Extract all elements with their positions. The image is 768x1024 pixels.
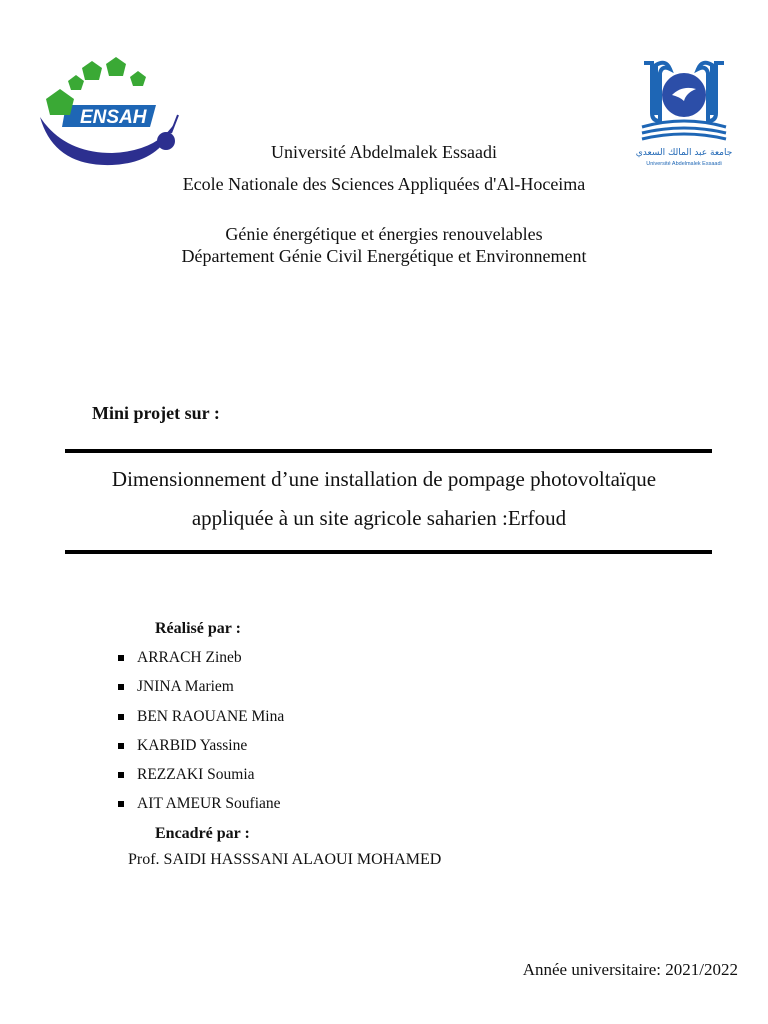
authors-label: Réalisé par : — [155, 620, 241, 637]
bullet-icon — [118, 772, 124, 778]
filiere-name: Génie énergétique et énergies renouvelables — [225, 224, 543, 244]
authors-list — [118, 648, 284, 824]
university-logo-arabic: جامعة عبد المالك السعدي — [636, 148, 732, 158]
list-item — [118, 677, 284, 706]
author-name: ARRACH Zineb — [137, 649, 242, 666]
school-name: Ecole Nationale des Sciences Appliquées d'Al-Hoceima — [182, 174, 586, 194]
bullet-icon — [118, 743, 124, 749]
project-title-line2: appliquée à un site agricole saharien :Erfoud — [191, 506, 567, 530]
project-intro: Mini projet sur : — [92, 403, 220, 423]
list-item — [118, 707, 284, 736]
project-title-line1: Dimensionnement d’une installation de pompage photovoltaïque — [111, 467, 657, 491]
supervisor-name: Prof. SAIDI HASSSANI ALAOUI MOHAMED — [128, 851, 442, 868]
list-item — [118, 765, 284, 794]
author-name: JNINA Mariem — [137, 678, 234, 696]
title-bottom-rule — [65, 550, 712, 554]
title-top-rule — [65, 449, 712, 453]
author-name: KARBID Yassine — [137, 736, 248, 754]
university-name: Université Abdelmalek Essaadi — [271, 142, 497, 162]
author-name: AIT AMEUR Soufiane — [137, 795, 281, 813]
list-item — [118, 794, 284, 823]
university-logo-latin: Université Abdelmalek Essaadi — [646, 161, 722, 167]
supervisor-label: Encadré par : — [155, 825, 250, 842]
department-name: Département Génie Civil Energétique et Environnement — [181, 246, 587, 266]
academic-year: Année universitaire: 2021/2022 — [522, 960, 738, 979]
list-item — [118, 648, 284, 677]
ensah-logo-text: ENSAH — [80, 107, 147, 128]
bullet-icon — [118, 655, 124, 661]
author-name: BEN RAOUANE Mina — [137, 707, 285, 725]
author-name: REZZAKI Soumia — [137, 766, 255, 784]
list-item — [118, 736, 284, 765]
bullet-icon — [118, 714, 124, 720]
bullet-icon — [118, 684, 124, 690]
bullet-icon — [118, 801, 124, 807]
